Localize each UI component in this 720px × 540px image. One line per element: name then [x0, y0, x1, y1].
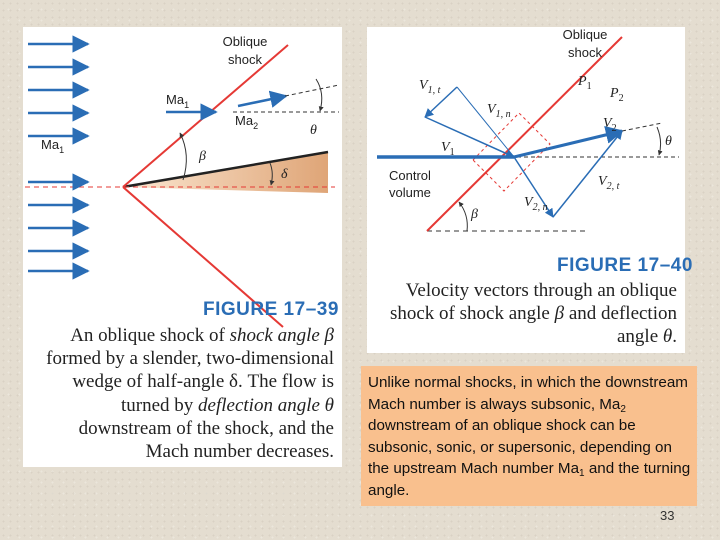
v1n-label: $V_{1, n}$: [487, 102, 511, 120]
p2-label: $P_2$: [610, 86, 624, 104]
p1-label: $P_1$: [578, 74, 592, 92]
v2-vector: [514, 131, 622, 157]
control-volume-label-line2: volume: [389, 185, 431, 200]
v1-connector: [457, 87, 514, 157]
caption-line: wedge of half-angle δ. The flow is: [72, 371, 334, 393]
v1t-label: $V_{1, t}$: [419, 78, 441, 96]
delta-label: δ: [281, 167, 288, 182]
caption-line: downstream of the shock, and the: [78, 417, 334, 439]
beta-arc: [459, 202, 467, 231]
explanation-note: Unlike normal shocks, in which the downstream Mach number is always subsonic, $Ma_2$ downstream of an oblique shock can be subsonic, sonic, or supersonic, depending on the upstream Mach number $Ma_1$ and the turning angle.: [361, 366, 697, 506]
ma1-left-label: $Ma_1$: [41, 137, 65, 155]
theta-arc: [657, 127, 661, 155]
caption-line: Velocity vectors through an oblique: [405, 280, 677, 301]
v1-label: $V_1$: [441, 140, 455, 158]
upstream-flow-arrows: [28, 44, 88, 271]
figure-17-40-title: FIGURE 17–40: [557, 255, 693, 276]
ma1-upper-label: $Ma_1$: [166, 92, 190, 110]
page-number: 33: [660, 508, 675, 523]
oblique-shock-label-line2: shock: [228, 52, 262, 67]
beta-label: β: [471, 207, 478, 222]
control-volume-label-line1: Control: [389, 168, 431, 183]
v2-extension: [622, 123, 662, 131]
figure-17-40-caption: [390, 279, 677, 349]
theta-label: θ: [665, 134, 672, 149]
oblique-shock-label-line1: Oblique: [562, 27, 608, 42]
v2n-label: $V_{2, n}$: [524, 195, 548, 213]
caption-line: An oblique shock of shock angle β: [70, 325, 334, 346]
ma2-velocity-arrow: [238, 96, 286, 106]
oblique-shock-label-line1: Oblique: [222, 34, 268, 49]
figure-17-39-panel: [23, 27, 342, 467]
figure-17-39-caption: [46, 324, 334, 463]
oblique-shock-label-line2: shock: [568, 45, 602, 60]
figure-17-40-panel: [367, 27, 693, 353]
v2t-label: $V_{2, t}$: [598, 174, 620, 192]
caption-line: Mach number decreases.: [145, 441, 334, 463]
theta-arc: [316, 79, 322, 111]
ma2-label: $Ma_2$: [235, 113, 259, 131]
caption-line: shock of shock angle β and deflection: [389, 303, 677, 325]
theta-reference-deflected: [285, 85, 339, 96]
caption-line: formed by a slender, two-dimensional: [46, 348, 334, 370]
caption-line: angle θ.: [617, 326, 677, 348]
theta-label: θ: [310, 123, 317, 138]
figure-17-39-title: FIGURE 17–39: [203, 299, 339, 320]
v2-label: $V_2$: [603, 116, 617, 134]
beta-label: β: [199, 149, 206, 164]
beta-arc: [180, 133, 186, 180]
caption-line: turned by deflection angle θ: [120, 394, 334, 416]
v1n-component: [425, 117, 514, 157]
